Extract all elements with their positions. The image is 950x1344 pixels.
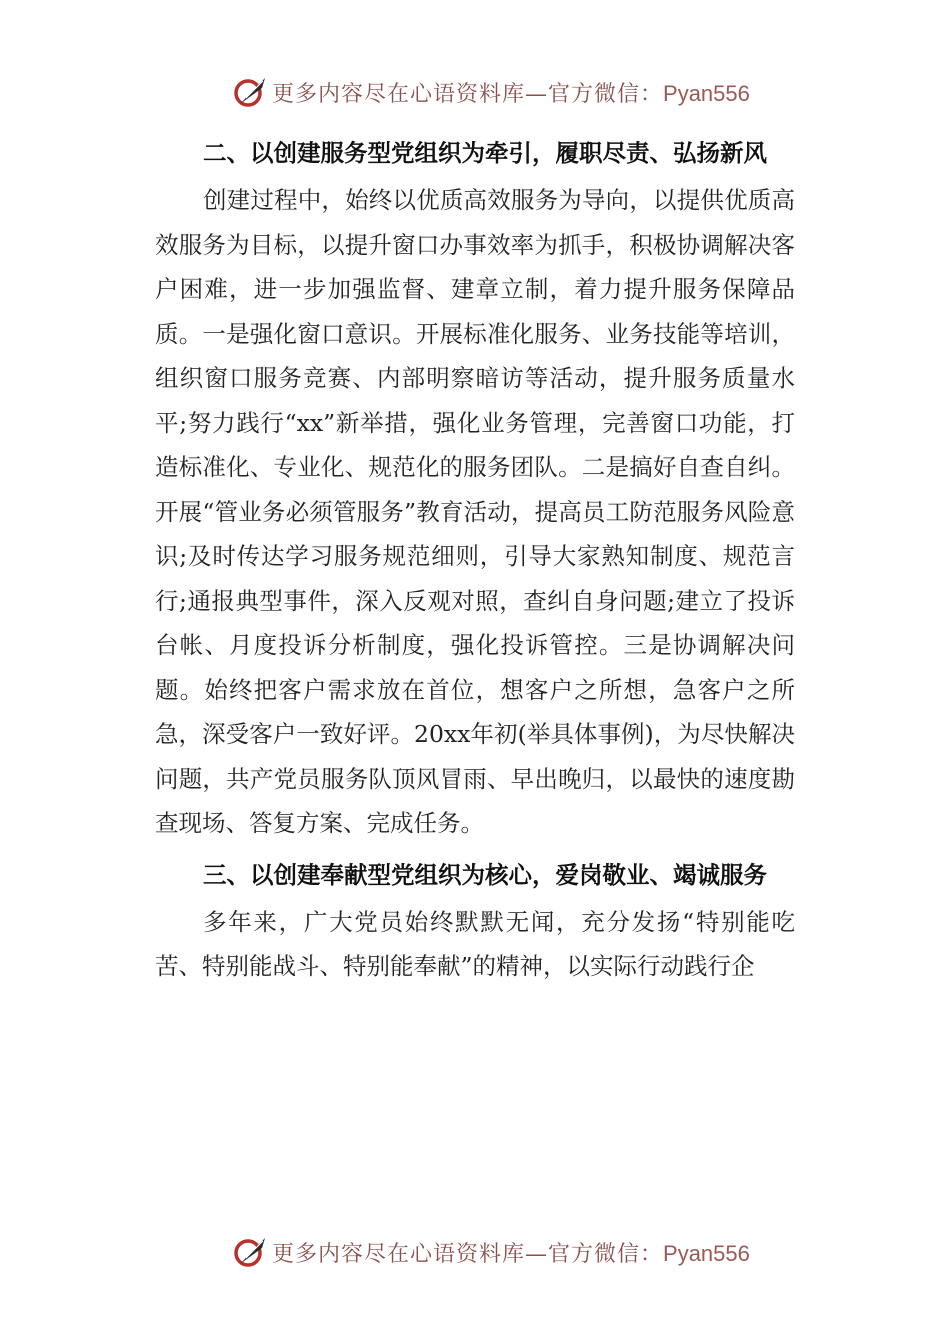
quill-logo-icon	[232, 1234, 268, 1270]
header-banner	[232, 72, 750, 112]
footer-banner-text: 更多内容尽在心语资料库—官方微信：Pyan556	[272, 1240, 750, 1267]
header-banner-text: 更多内容尽在心语资料库—官方微信：Pyan556	[272, 80, 750, 107]
footer-banner	[232, 1232, 750, 1272]
section-paragraph-3: 多年来，广大党员始终默默无闻，充分发扬“特别能吃苦、特别能战斗、特别能奉献”的精神，以实际行动践行企	[155, 907, 795, 980]
section-heading-2: 二、以创建服务型党组织为牵引，履职尽责、弘扬新风	[203, 139, 767, 167]
header-wechat-handle: Pyan556	[663, 80, 750, 106]
document-body	[155, 130, 795, 989]
section-paragraph-2: 创建过程中，始终以优质高效服务为导向，以提供优质高效服务为目标，以提升窗口办事效率为抓手，积极协调解决客户困难，进一步加强监督、建章立制，着力提升服务保障品质。一是强化窗口意识。开展标准化服务、业务技能等培训，组织窗口服务竞赛、内部明察暗访等活动，提升服务质量水平;努力践行“xx”新举措，强化业务管理，完善窗口功能，打造标准化、专业化、规范化的服务团队。二是搞好自查自纠。开展“管业务必须管服务”教育活动，提高员工防范服务风险意识;及时传达学习服务规范细则，引导大家熟知制度、规范言行;通报典型事件，深入反观对照，查纠自身问题;建立了投诉台帐、月度投诉分析制度，强化投诉管控。三是协调解决问题。始终把客户需求放在首位，想客户之所想，急客户之所急，深受客户一致好评。20xx年初(举具体事例)，为尽快解决问题，共产党员服务队顶风冒雨、早出晚归，以最快的速度勘查现场、答复方案、完成任务。	[155, 186, 795, 837]
quill-logo-icon	[232, 74, 268, 110]
footer-wechat-handle: Pyan556	[663, 1240, 750, 1266]
section-heading-3: 三、以创建奉献型党组织为核心，爱岗敬业、竭诚服务	[203, 860, 767, 889]
